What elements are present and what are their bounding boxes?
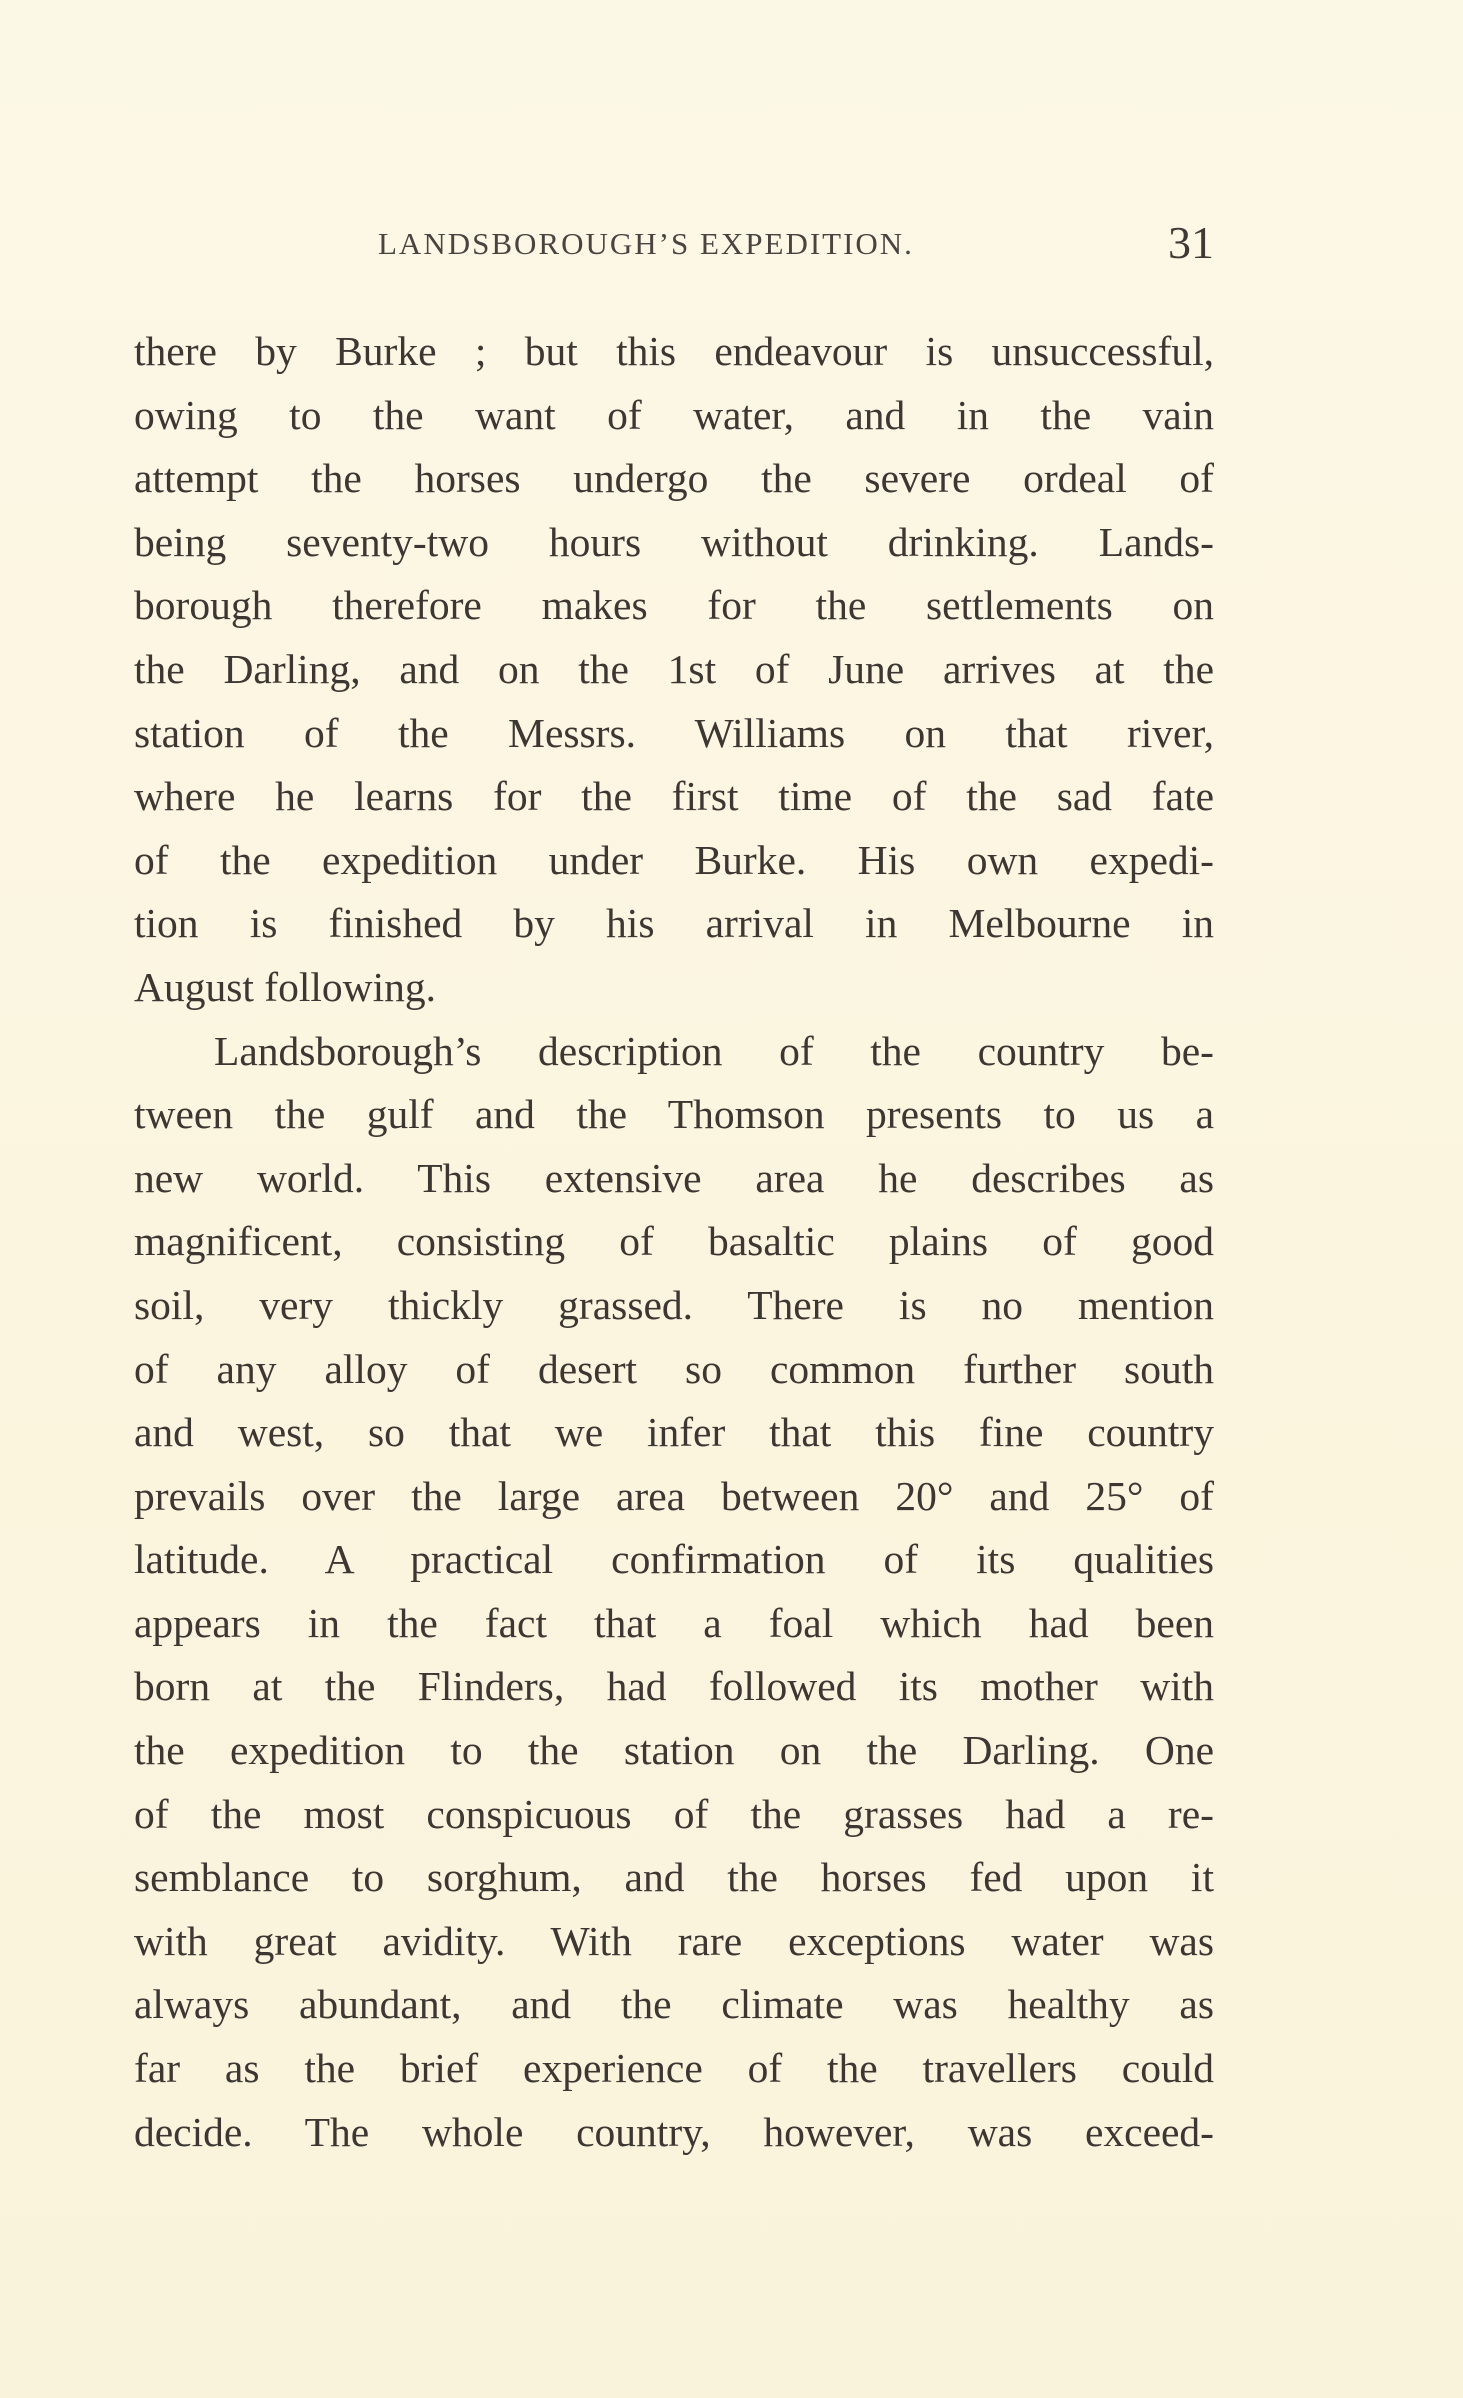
text-line: the expedition to the station on the Darling. One	[134, 1727, 1214, 1774]
text-line: new world. This extensive area he describes as	[134, 1154, 1214, 1201]
text-line: August following.	[134, 963, 437, 1010]
text-line: there by Burke ; but this endeavour is unsuccessful,	[134, 328, 1214, 374]
text-line: soil, very thickly grassed. There is no mention	[134, 1281, 1214, 1328]
text-line: magnificent, consisting of basaltic plains of good	[134, 1218, 1214, 1265]
text-line: prevails over the large area between 20° and 25° of	[134, 1472, 1214, 1519]
paragraph-1	[134, 320, 1214, 1020]
running-head	[134, 216, 1214, 276]
text-line: owing to the want of water, and in the vain	[134, 391, 1214, 438]
text-line: tion is finished by his arrival in Melbourne in	[134, 900, 1214, 947]
text-line: of any alloy of desert so common further south	[134, 1345, 1214, 1392]
text-line: of the most conspicuous of the grasses had a re-	[134, 1790, 1214, 1837]
text-line: attempt the horses undergo the severe ordeal of	[134, 455, 1214, 502]
body-text	[134, 320, 1214, 2164]
page-number: 31	[1168, 217, 1214, 268]
text-line: of the expedition under Burke. His own expedi-	[134, 836, 1214, 883]
text-line: with great avidity. With rare exceptions water was	[134, 1917, 1214, 1964]
text-line: tween the gulf and the Thomson presents to us a	[134, 1091, 1214, 1138]
text-line: where he learns for the first time of the sad fate	[134, 773, 1214, 820]
text-line: latitude. A practical confirmation of its qualities	[134, 1536, 1214, 1583]
running-title: LANDSBOROUGH’S EXPEDITION.	[378, 226, 914, 261]
text-line: being seventy-two hours without drinking. Lands-	[134, 518, 1214, 565]
paragraph-2	[134, 1020, 1214, 2165]
text-line: always abundant, and the climate was healthy as	[134, 1981, 1214, 2028]
text-line: semblance to sorghum, and the horses fed upon it	[134, 1854, 1214, 1901]
text-line: decide. The whole country, however, was exceed-	[134, 2108, 1214, 2155]
text-line: borough therefore makes for the settlements on	[134, 582, 1214, 629]
text-line: appears in the fact that a foal which had been	[134, 1599, 1214, 1646]
text-line: and west, so that we infer that this fine country	[134, 1409, 1214, 1456]
text-line: far as the brief experience of the travellers could	[134, 2045, 1214, 2092]
text-line: born at the Flinders, had followed its mother with	[134, 1663, 1214, 1710]
text-line: the Darling, and on the 1st of June arrives at the	[134, 645, 1214, 692]
text-line: station of the Messrs. Williams on that river,	[134, 709, 1214, 756]
text-line: Landsborough’s description of the country be-	[214, 1027, 1214, 1074]
